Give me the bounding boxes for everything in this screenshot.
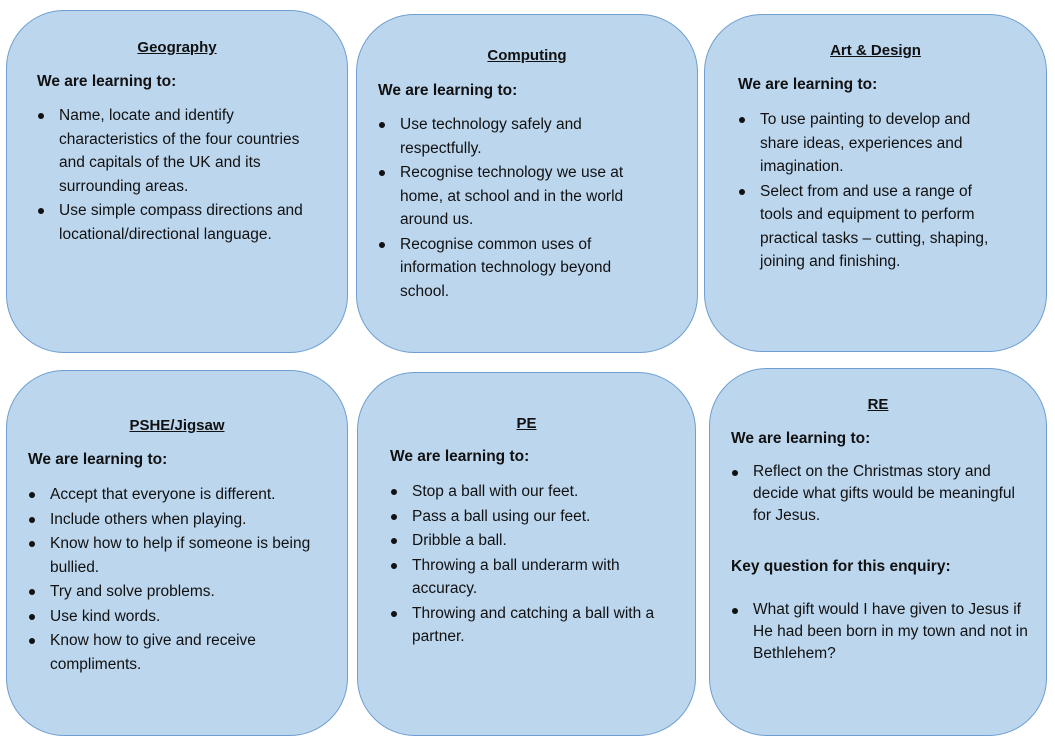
section-heading: We are learning to: [28,451,168,468]
list-item: Use kind words. [28,605,318,629]
list-item: Recognise common uses of information technology beyond school. [378,233,650,304]
card-title: PE [516,415,537,432]
section-heading: We are learning to: [390,448,530,465]
card-title: Geography [137,39,217,56]
learning-list [37,104,329,247]
section-heading: We are learning to: [378,82,518,99]
section-heading: We are learning to: [738,76,878,93]
learning-list [378,113,650,304]
list-item: Accept that everyone is different. [28,483,318,507]
key-question-list [731,599,1029,667]
card-pshe-jigsaw [6,370,348,736]
section-heading: We are learning to: [37,73,177,90]
key-question-heading: Key question for this enquiry: [731,558,951,575]
learning-list [731,461,1021,529]
card-title: RE [867,396,889,413]
section-heading: We are learning to: [731,430,871,447]
card-art-design [704,14,1047,352]
list-item: Throwing and catching a ball with a partner. [390,602,670,649]
list-item: To use painting to develop and share ideas, experiences and imagination. [738,108,1008,179]
learning-list [738,108,1008,275]
list-item: Throwing a ball underarm with accuracy. [390,554,670,601]
card-title: Art & Design [830,42,921,59]
card-re [709,368,1047,736]
card-title: PSHE/Jigsaw [129,417,225,434]
list-item: Name, locate and identify characteristics of the four countries and capitals of the UK and its surrounding areas. [37,104,329,198]
card-geography [6,10,348,353]
card-pe [357,372,696,736]
list-item: Reflect on the Christmas story and decide what gifts would be meaningful for Jesus. [731,461,1021,527]
list-item: Know how to give and receive compliments. [28,629,318,676]
list-item: Include others when playing. [28,508,318,532]
list-item: Know how to help if someone is being bullied. [28,532,318,579]
list-item: Dribble a ball. [390,529,670,553]
list-item: Use technology safely and respectfully. [378,113,650,160]
list-item: Recognise technology we use at home, at school and in the world around us. [378,161,650,232]
learning-list [28,483,318,677]
list-item: Pass a ball using our feet. [390,505,670,529]
card-title: Computing [487,47,567,64]
learning-list [390,480,670,650]
list-item: Use simple compass directions and locational/directional language. [37,199,329,246]
list-item: Try and solve problems. [28,580,318,604]
list-item: Select from and use a range of tools and equipment to perform practical tasks – cutting, shaping, joining and finishing. [738,180,1008,274]
list-item: Stop a ball with our feet. [390,480,670,504]
card-computing [356,14,698,353]
list-item: What gift would I have given to Jesus if He had been born in my town and not in Bethlehem? [731,599,1029,665]
